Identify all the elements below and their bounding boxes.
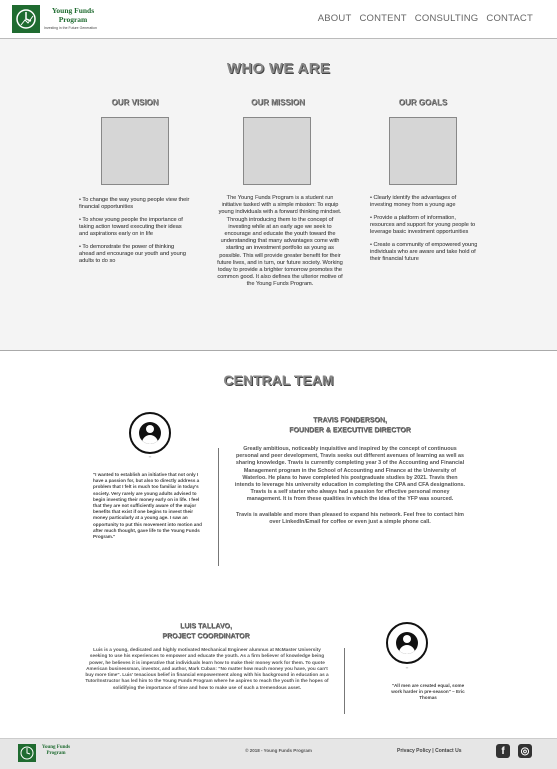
footer-copyright: © 2018 - Young Funds Program	[245, 748, 312, 753]
logo-mark	[12, 5, 40, 33]
goals-bullet: • Create a community of empowered young individuals who are aware and take hold of their financial future	[370, 242, 478, 262]
vision-heading: OUR VISION	[111, 98, 159, 107]
travis-divider	[218, 448, 219, 566]
goals-bullet: • Provide a platform of information, resources and support for young people to leverage basic investment opportunities	[370, 215, 476, 235]
facebook-icon[interactable]: f	[496, 744, 510, 758]
nav-about[interactable]: ABOUT	[317, 13, 352, 24]
nav-content[interactable]: CONTENT	[359, 13, 407, 24]
travis-name	[230, 416, 470, 436]
vision-bullet: • To change the way young people view their financial opportunities	[79, 197, 190, 210]
travis-quote: "I wanted to establish an initiative that not only I have a passion for, but also to directly address a problem that I felt is much too familiar in today's society. Very rarely are young adults advised to begin investing their money early on in life. I feel that they are not sufficiently aware of the major benefits that exist if one begins to invest their money particularly at a young age. I saw an opportunity to put this movement into motion and after much thought, gave life to the Young Funds Program."	[93, 472, 202, 540]
vision-image-placeholder	[101, 117, 169, 185]
footer-logo-name: Young Funds Program	[41, 745, 71, 756]
goals-list	[370, 195, 478, 269]
instagram-icon[interactable]: ◎	[518, 744, 532, 758]
mission-heading: OUR MISSION	[251, 98, 305, 107]
luis-divider	[344, 648, 345, 714]
travis-avatar-icon	[129, 412, 171, 454]
vision-list	[79, 197, 191, 271]
luis-title-line: PROJECT COORDINATOR	[162, 633, 250, 640]
nav-consulting[interactable]: CONSULTING	[414, 13, 479, 24]
mission-text: The Young Funds Program is a student run initiative tasked with a simple mission: To equip young individuals with a forward thinking mindset. Through introducing them to the concept of investing while at an early age we seek to encourage and educate the youth toward the understanding that many advantages come with starting an investment portfolio as young as possible. This will provide greater benefit for their future lives, and in turn, our future society. Working today to provide a brighter tomorrow promotes the common good. It also defines the ulterior motive of the Young Funds Program.	[217, 195, 343, 288]
luis-bio: Luis is a young, dedicated and highly motivated Mechanical Engineer alumnus at McMaster University seeking to use his experiences to empower and educate the youth. As a firm believer of knowledge being power, he believes it is imperative that individuals learn how to make their money work for them. To quote American businessman, investor, and author, Mark Cuban: "No matter how much money you have, you can't buy more time". Luis' tenacious belief in financial empowerment along with his background in education as a Tutor/Instructor has led him to the Young Funds Program where he aspires to reach the youth in the hopes of solidifying the importance of time and how to make use of such a tremendous asset.	[85, 647, 329, 690]
nav-contact[interactable]: CONTACT	[486, 13, 533, 24]
site-logo[interactable]	[12, 5, 106, 33]
goals-bullet: • Clearly identify the advantages of investing money from a young age	[370, 195, 457, 208]
footer-logo-mark[interactable]	[18, 744, 36, 762]
goals-image-placeholder	[389, 117, 457, 185]
logo-name: Young Funds Program	[51, 6, 95, 24]
goals-heading: OUR GOALS	[398, 98, 448, 107]
travis-bio	[233, 446, 467, 526]
luis-avatar-icon	[386, 622, 428, 664]
vision-bullet: • To show young people the importance of taking action toward executing their ideas and aspirations early on in life	[79, 217, 183, 237]
logo-tagline: Investing in the Future Generation	[44, 26, 97, 30]
vision-bullet: • To demonstrate the power of thinking ahead and encourage our youth and young adults to do so	[79, 244, 186, 264]
travis-bio-paragraph: Greatly ambitious, noticeably inquisitive and inspired by the concept of continuous personal and peer development, Travis seeks out different avenues of learning as well as sharing knowledge. Travis is currently completing year 3 of the Accounting and Financial Management program in the School of Accounting and Finance at the University of Waterloo. He plans to have completed his postgraduate studies by 2021. Travis then intends to leverage his university education in completing the CPA and CFA designations. Travis is a self starter who always had a passion for effective personal money management. It is from these qualities in which the idea of the YFP was sourced.	[234, 446, 466, 503]
luis-name-line: LUIS TALLAVO,	[180, 623, 232, 630]
who-we-are-title: WHO WE ARE	[226, 60, 331, 77]
site-header	[0, 0, 557, 39]
luis-photo-caption: ""	[405, 667, 409, 671]
site-footer	[0, 738, 557, 769]
person-icon	[139, 422, 161, 444]
luis-quote: "All men are created equal, some work harder in pre-season" – Eric Thomas	[391, 683, 465, 701]
mission-image-placeholder	[243, 117, 311, 185]
person-icon	[396, 632, 418, 654]
main-nav	[318, 13, 533, 24]
travis-photo-caption: ""	[148, 456, 152, 460]
luis-name	[86, 622, 326, 642]
central-team-title: CENTRAL TEAM	[223, 372, 334, 388]
footer-links[interactable]: Privacy Policy | Contact Us	[397, 748, 462, 754]
travis-contact-paragraph: Travis is available and more than pleased to expand his network. Feel free to contact him over LinkedIn/Email for coffee or even just a simple phone call.	[236, 511, 464, 525]
travis-name-line: TRAVIS FONDERSON,	[313, 417, 387, 424]
travis-title-line: FOUNDER & EXECUTIVE DIRECTOR	[289, 427, 411, 434]
